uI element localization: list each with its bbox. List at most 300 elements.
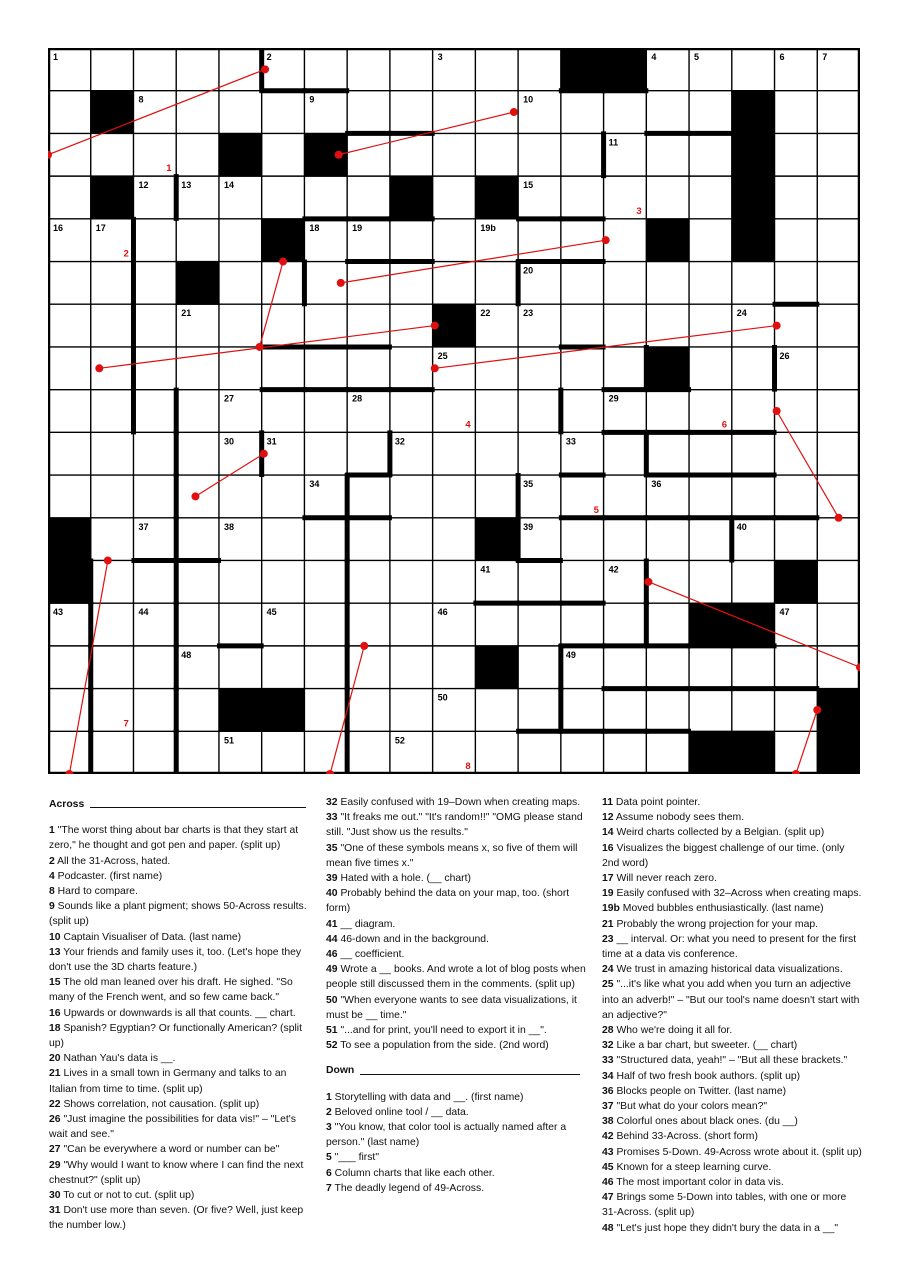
red-sequence-label: 7 — [123, 718, 129, 730]
clue-text: Spanish? Egyptian? Or functionally American? (split up) — [49, 1022, 302, 1050]
clue-number: 16 — [602, 842, 614, 854]
cell-number: 47 — [779, 607, 790, 618]
clue-text: Hated with a hole. (__ chart) — [337, 873, 471, 885]
red-connector-dot — [360, 642, 368, 650]
clue-number: 27 — [49, 1144, 61, 1156]
red-connector-dot — [104, 556, 112, 564]
across-clue — [326, 810, 588, 840]
cell-number: 22 — [480, 308, 491, 319]
across-clue — [326, 795, 588, 810]
red-sequence-label: 1 — [166, 163, 172, 175]
across-clue — [326, 841, 588, 871]
clue-number: 24 — [602, 964, 614, 976]
clue-text: 46-down and in the background. — [337, 933, 489, 945]
clue-number: 22 — [49, 1098, 61, 1110]
clue-text: Promises 5-Down. 49-Across wrote about it. (split up) — [613, 1146, 862, 1158]
down-clue — [326, 1181, 588, 1196]
black-cell — [390, 176, 433, 219]
down-clue — [602, 1053, 864, 1068]
across-clue — [49, 975, 311, 1005]
down-clue — [602, 1099, 864, 1114]
down-clue — [602, 886, 864, 901]
clue-text: "You know, that color tool is actually named after a person." (last name) — [326, 1122, 567, 1149]
clue-text: Easily confused with 19–Down when creating maps. — [337, 797, 581, 808]
clue-text: "Let's just hope they didn't bury the data in a __" — [613, 1222, 839, 1234]
cell-number: 10 — [523, 94, 534, 105]
cell-number: 26 — [779, 350, 790, 361]
clue-number: 46 — [602, 1177, 614, 1189]
clue-number: 12 — [602, 812, 614, 824]
across-clue — [326, 917, 588, 932]
cell-number: 31 — [266, 436, 277, 447]
clue-text: Podcaster. (first name) — [54, 870, 163, 882]
black-cell — [176, 262, 219, 305]
clue-text: The old man leaned over his draft. He sighed. "So many of the French went, and so few came back." — [49, 977, 293, 1004]
clue-number: 34 — [602, 1070, 614, 1082]
clue-text: Captain Visualiser of Data. (last name) — [60, 931, 242, 943]
down-clue — [602, 1190, 864, 1220]
crossword-grid — [48, 48, 860, 774]
across-clue — [49, 854, 311, 869]
cell-number: 41 — [480, 564, 491, 575]
clue-number: 46 — [326, 949, 338, 961]
across-clue — [49, 869, 311, 884]
clue-text: The most important color in data vis. — [613, 1177, 784, 1189]
cell-number: 1 — [53, 52, 59, 62]
down-clue-list-part-1 — [326, 1090, 588, 1196]
clue-number: 32 — [326, 797, 338, 808]
clues-column-2 — [326, 795, 588, 1196]
cell-number: 24 — [736, 308, 747, 319]
clue-number: 14 — [602, 827, 614, 839]
cell-number: 30 — [223, 436, 234, 447]
across-clue — [49, 1021, 311, 1051]
clue-text: "...it's like what you add when you turn an adjective into an adverb!" – "But our tool's name doesn't start with an adjective?" — [602, 979, 860, 1021]
clue-text: __ coefficient. — [337, 949, 405, 961]
black-cell — [732, 91, 775, 134]
cell-number: 12 — [138, 180, 149, 191]
black-cell — [817, 731, 860, 774]
clue-number: 35 — [326, 842, 338, 854]
clue-number: 45 — [602, 1161, 614, 1173]
down-heading — [326, 1063, 588, 1078]
cell-number: 36 — [651, 479, 662, 490]
red-connector-dot — [773, 322, 781, 330]
cell-number: 3 — [437, 52, 443, 62]
clue-number: 4 — [49, 870, 55, 882]
clue-text: "One of these symbols means x, so five of them will mean five times x." — [326, 842, 578, 869]
clue-text: The deadly legend of 49-Across. — [331, 1182, 485, 1194]
cell-number: 34 — [309, 479, 320, 490]
down-clue — [602, 901, 864, 916]
clue-number: 23 — [602, 933, 614, 945]
clue-number: 43 — [602, 1146, 614, 1158]
cell-number: 4 — [651, 52, 657, 62]
clue-text: "Just imagine the possibilities for data vis!" – "Let's wait and see." — [49, 1114, 296, 1141]
black-cell — [732, 731, 775, 774]
cell-number: 38 — [223, 521, 234, 532]
cell-number: 49 — [565, 649, 576, 660]
black-cell — [219, 689, 262, 732]
clue-number: 2 — [326, 1106, 332, 1118]
black-cell — [475, 518, 518, 561]
clue-number: 8 — [49, 886, 55, 898]
clue-text: Beloved online tool / __ data. — [331, 1106, 469, 1118]
down-clue — [602, 917, 864, 932]
down-title: Down — [326, 1065, 355, 1077]
cell-number: 27 — [223, 393, 234, 404]
down-clue — [326, 1166, 588, 1181]
black-cell — [561, 48, 604, 91]
clue-text: Your friends and family uses it, too. (Let's hope they don't use the 3D charts feature.) — [49, 946, 302, 974]
clue-text: Colorful ones about black ones. (du __) — [613, 1116, 798, 1128]
crossword-grid-svg — [48, 48, 860, 774]
red-sequence-label: 5 — [593, 504, 599, 516]
clue-number: 28 — [602, 1025, 614, 1037]
black-cell — [219, 133, 262, 176]
cell-number: 2 — [266, 52, 272, 62]
clue-number: 21 — [49, 1068, 61, 1080]
clue-text: Easily confused with 32–Across when creating maps. — [613, 888, 862, 900]
cell-number: 40 — [736, 521, 747, 532]
across-clue — [49, 1142, 311, 1157]
clue-text: Visualizes the biggest challenge of our time. (only 2nd word) — [602, 842, 845, 869]
clue-text: "___ first" — [331, 1152, 380, 1164]
clues-column-3 — [602, 795, 864, 1236]
clue-text: We trust in amazing historical data visualizations. — [613, 964, 843, 976]
red-connector-dot — [813, 706, 821, 714]
down-clue — [602, 1114, 864, 1129]
across-clue — [326, 871, 588, 886]
clue-number: 41 — [326, 918, 338, 930]
clue-text: "The worst thing about bar charts is that they start at zero," he thought and got pen and paper. (split up) — [49, 825, 299, 852]
clue-text: "Why would I want to know where I can find the next chestnut?" (split up) — [49, 1159, 304, 1186]
across-clue — [326, 962, 588, 992]
down-clue — [326, 1120, 588, 1150]
clue-number: 30 — [49, 1190, 61, 1202]
clue-number: 52 — [326, 1040, 338, 1052]
clue-text: Behind 33-Across. (short form) — [613, 1131, 758, 1143]
clue-text: Like a bar chart, but sweeter. (__ chart) — [613, 1040, 798, 1052]
across-clue — [49, 1051, 311, 1066]
clue-number: 3 — [326, 1122, 332, 1134]
clue-text: To see a population from the side. (2nd word) — [337, 1040, 549, 1052]
down-clue — [602, 932, 864, 962]
down-clue — [602, 841, 864, 871]
clue-number: 31 — [49, 1205, 61, 1217]
across-rule — [90, 807, 306, 808]
cell-number: 52 — [394, 735, 405, 746]
clue-text: Hard to compare. — [54, 886, 138, 898]
clue-text: Sounds like a plant pigment; shows 50-Across results. (split up) — [49, 901, 307, 928]
clue-number: 5 — [326, 1152, 332, 1164]
red-connector-dot — [260, 450, 268, 458]
cell-number: 9 — [309, 94, 315, 105]
cell-number: 43 — [53, 607, 64, 618]
down-clue — [602, 1023, 864, 1038]
black-cell — [775, 560, 818, 603]
red-sequence-label: 8 — [465, 761, 471, 772]
clue-text: Weird charts collected by a Belgian. (split up) — [613, 827, 825, 839]
cell-number: 18 — [309, 222, 320, 233]
cell-number: 44 — [138, 607, 149, 618]
red-connector-dot — [431, 364, 439, 372]
across-clue — [49, 945, 311, 975]
clue-number: 33 — [326, 812, 338, 824]
across-clue — [49, 884, 311, 899]
black-cell — [732, 133, 775, 176]
red-sequence-label: 3 — [636, 205, 642, 217]
down-clue — [602, 1129, 864, 1144]
down-clue — [326, 1090, 588, 1105]
across-clue — [326, 993, 588, 1023]
black-cell — [48, 560, 91, 603]
clue-number: 20 — [49, 1053, 61, 1065]
across-clue — [49, 1188, 311, 1203]
across-clue — [49, 823, 311, 853]
red-sequence-label: 2 — [123, 248, 129, 260]
black-cell — [262, 689, 305, 732]
across-clue-list-part-2 — [326, 795, 588, 1053]
across-clue — [49, 899, 311, 929]
clue-number: 1 — [49, 825, 55, 837]
cell-number: 7 — [822, 52, 828, 62]
cell-number: 8 — [138, 94, 144, 105]
clue-text: "It freaks me out." "It's random!!" "OMG please stand still. "Just show us the results." — [326, 812, 583, 839]
clue-text: Known for a steep learning curve. — [613, 1161, 772, 1173]
clue-number: 17 — [602, 873, 614, 885]
red-connector-dot — [191, 492, 199, 500]
across-clue — [326, 947, 588, 962]
clue-number: 38 — [602, 1116, 614, 1128]
clue-number: 47 — [602, 1192, 614, 1204]
cell-number: 46 — [437, 607, 448, 618]
clue-text: Assume nobody sees them. — [613, 812, 745, 824]
cell-number: 19b — [480, 222, 496, 233]
cell-number: 35 — [523, 479, 534, 490]
cell-number: 15 — [523, 180, 534, 191]
across-clue-list-part-1 — [49, 823, 311, 1233]
clue-text: "Structured data, yeah!" – "But all these brackets." — [613, 1055, 848, 1067]
cell-number: 19 — [352, 222, 363, 233]
black-cell — [48, 518, 91, 561]
cell-number: 50 — [437, 692, 448, 703]
down-clue — [602, 1038, 864, 1053]
clue-number: 48 — [602, 1222, 614, 1234]
red-connector-dot — [773, 407, 781, 415]
clue-text: __ diagram. — [337, 918, 396, 930]
black-cell — [91, 176, 134, 219]
down-clue — [602, 871, 864, 886]
cell-number: 14 — [223, 180, 234, 191]
cell-number: 21 — [181, 308, 192, 319]
clue-text: Will never reach zero. — [613, 873, 717, 885]
black-cell — [646, 219, 689, 262]
red-connector-dot — [835, 514, 843, 522]
across-title: Across — [49, 799, 85, 810]
cell-number: 11 — [608, 137, 619, 148]
clue-text: "But what do your colors mean?" — [613, 1101, 768, 1113]
clue-number: 32 — [602, 1040, 614, 1052]
clue-text: Shows correlation, not causation. (split up) — [60, 1098, 260, 1110]
cell-number: 37 — [138, 521, 149, 532]
clue-number: 11 — [602, 797, 613, 808]
red-connector-dot — [279, 258, 287, 266]
clue-number: 49 — [326, 964, 338, 976]
red-sequence-label: 6 — [721, 419, 728, 431]
clue-number: 26 — [49, 1114, 61, 1126]
red-connector-dot — [510, 108, 518, 116]
black-cell — [433, 304, 476, 347]
down-clue — [602, 1145, 864, 1160]
across-clue — [49, 1203, 311, 1233]
down-rule — [360, 1074, 580, 1075]
clue-text: Moved bubbles enthusiastically. (last name) — [619, 903, 824, 915]
across-clue — [326, 1038, 588, 1053]
clue-text: Brings some 5-Down into tables, with one or more 31-Across. (split up) — [602, 1192, 847, 1219]
down-clue — [602, 810, 864, 825]
clue-text: Nathan Yau's data is __. — [60, 1053, 176, 1065]
across-clue — [326, 1023, 588, 1038]
across-clue — [326, 932, 588, 947]
black-cell — [475, 176, 518, 219]
clue-number: 19b — [602, 903, 620, 915]
red-connector-dot — [261, 65, 269, 73]
black-cell — [817, 689, 860, 732]
clue-text: "When everyone wants to see data visualizations, it must be __ time." — [326, 994, 577, 1021]
cell-number: 48 — [181, 649, 192, 660]
across-clue — [49, 1097, 311, 1112]
clue-number: 42 — [602, 1131, 614, 1143]
clue-number: 21 — [602, 918, 614, 930]
clue-text: __ interval. Or: what you need to present for the first time at a data vis conference. — [602, 933, 857, 961]
across-heading — [49, 797, 311, 812]
clue-number: 19 — [602, 888, 614, 900]
cell-number: 5 — [694, 52, 700, 62]
clue-number: 13 — [49, 946, 61, 958]
cell-number: 6 — [779, 52, 785, 62]
cell-number: 32 — [394, 436, 405, 447]
clue-text: Upwards or downwards is all that counts. __ chart. — [60, 1007, 296, 1019]
clue-number: 29 — [49, 1159, 61, 1171]
clue-number: 36 — [602, 1085, 614, 1097]
black-cell — [604, 48, 647, 91]
cell-number: 16 — [53, 222, 64, 233]
red-sequence-label: 4 — [465, 419, 471, 431]
cell-number: 39 — [523, 521, 534, 532]
clue-number: 6 — [326, 1167, 332, 1179]
clue-text: Probably behind the data on your map, too. (short form) — [326, 888, 570, 915]
clue-number: 16 — [49, 1007, 61, 1019]
down-clue — [602, 1160, 864, 1175]
across-clue — [326, 886, 588, 916]
clue-number: 2 — [49, 855, 55, 867]
cell-number: 17 — [95, 222, 106, 233]
down-clue — [602, 1069, 864, 1084]
clue-number: 15 — [49, 977, 61, 989]
cell-number: 42 — [608, 564, 619, 575]
clue-number: 39 — [326, 873, 338, 885]
black-cell — [689, 603, 732, 646]
black-cell — [646, 347, 689, 390]
clue-text: Data point pointer. — [612, 797, 701, 808]
down-clue — [602, 962, 864, 977]
clue-number: 1 — [326, 1091, 332, 1103]
across-clue — [49, 1112, 311, 1142]
down-clue-list-part-2 — [602, 795, 864, 1236]
cell-number: 51 — [223, 735, 234, 746]
red-connector-dot — [337, 279, 345, 287]
clue-number: 37 — [602, 1101, 614, 1113]
down-clue — [602, 1221, 864, 1236]
clue-text: Blocks people on Twitter. (last name) — [613, 1085, 787, 1097]
clue-number: 33 — [602, 1055, 614, 1067]
clue-text: Storytelling with data and __. (first name) — [331, 1091, 524, 1103]
down-clue — [326, 1105, 588, 1120]
down-clue — [602, 1084, 864, 1099]
clue-text: All the 31-Across, hated. — [54, 855, 171, 867]
clue-text: Don't use more than seven. (Or five? Well, just keep the number low.) — [49, 1205, 304, 1232]
cell-number: 23 — [523, 308, 534, 319]
red-connector-dot — [644, 578, 652, 586]
clue-text: "...and for print, you'll need to export it in __". — [337, 1025, 547, 1037]
black-cell — [689, 731, 732, 774]
cell-number: 13 — [181, 180, 192, 191]
cell-number: 25 — [437, 350, 448, 361]
black-cell — [732, 176, 775, 219]
red-connector-dot — [335, 151, 343, 159]
down-clue — [602, 977, 864, 1023]
cell-number: 28 — [352, 393, 363, 404]
cell-number: 29 — [608, 393, 619, 404]
red-connector-dot — [431, 322, 439, 330]
red-connector-dot — [95, 364, 103, 372]
clue-text: Lives in a small town in Germany and talks to an Italian from time to time. (split up) — [49, 1068, 287, 1095]
clue-number: 50 — [326, 994, 338, 1006]
cell-number: 20 — [523, 265, 534, 276]
cell-number: 45 — [266, 607, 277, 618]
down-clue — [602, 1175, 864, 1190]
clue-number: 9 — [49, 901, 55, 913]
clue-text: Wrote a __ books. And wrote a lot of blog posts when people still discussed them in the comments. (split up) — [326, 964, 586, 991]
clues-column-1 — [49, 795, 311, 1234]
down-clue — [326, 1150, 588, 1165]
clue-number: 18 — [49, 1022, 61, 1034]
across-clue — [49, 1006, 311, 1021]
clue-number: 10 — [49, 931, 61, 943]
black-cell — [91, 91, 134, 134]
black-cell — [732, 219, 775, 262]
across-clue — [49, 1066, 311, 1096]
clue-text: Who we're doing it all for. — [613, 1025, 733, 1037]
clue-number: 7 — [326, 1182, 332, 1194]
clue-text: "Can be everywhere a word or number can be" — [60, 1144, 280, 1156]
across-clue — [49, 930, 311, 945]
clue-number: 44 — [326, 933, 338, 945]
across-clue — [49, 1158, 311, 1188]
clue-number: 51 — [326, 1025, 338, 1037]
clue-text: Probably the wrong projection for your map. — [613, 918, 819, 930]
clue-text: To cut or not to cut. (split up) — [60, 1190, 195, 1202]
clue-number: 25 — [602, 979, 614, 991]
down-clue — [602, 795, 864, 810]
red-connector-dot — [602, 236, 610, 244]
clue-text: Column charts that like each other. — [331, 1167, 495, 1179]
black-cell — [475, 646, 518, 689]
down-clue — [602, 825, 864, 840]
clue-number: 40 — [326, 888, 338, 900]
black-cell — [262, 219, 305, 262]
